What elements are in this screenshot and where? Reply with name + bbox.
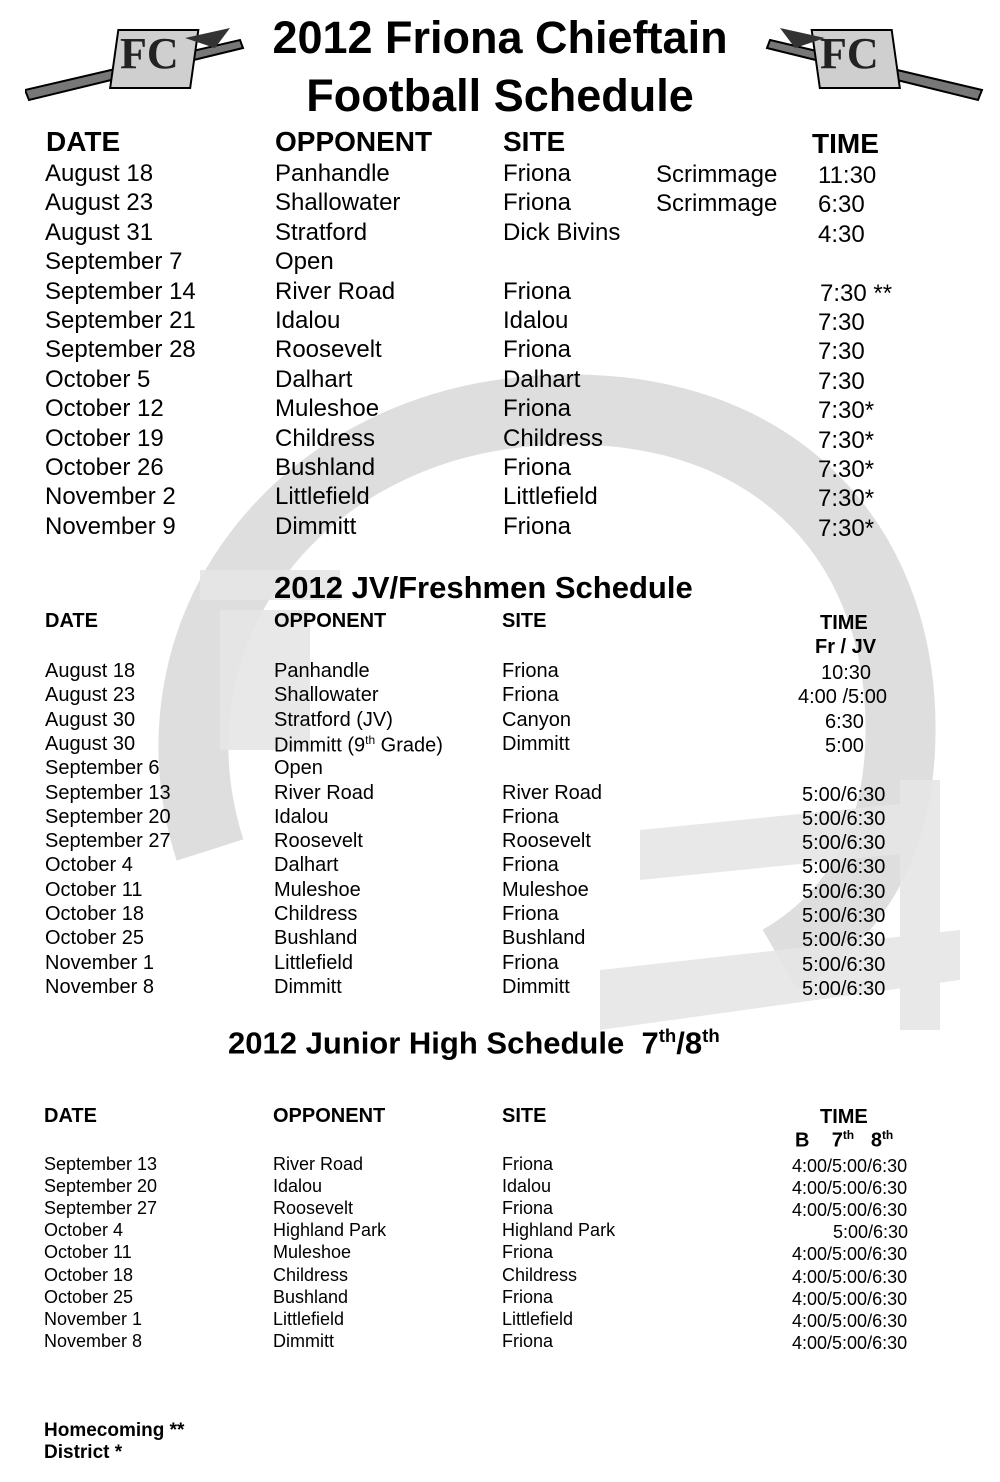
jh-row-date: September 27	[44, 1198, 158, 1218]
junior-high-title	[228, 1025, 720, 1061]
junior-high-title-text: 2012 Junior High Schedule	[228, 1025, 625, 1061]
jv-row-date: September 20	[45, 806, 171, 828]
jv-row-site: Canyon	[502, 709, 571, 731]
jh-row-site: Idalou	[502, 1176, 552, 1196]
jv-row-site: Friona	[502, 806, 559, 828]
varsity-row-time: 7:30*	[818, 397, 875, 424]
varsity-row-time: 6:30	[818, 191, 865, 218]
varsity-row-opponent: Dalhart	[275, 366, 353, 393]
jv-row-time: 5:00/6:30	[802, 856, 886, 878]
jv-row-opponent: Bushland	[274, 927, 358, 949]
jv-row-time: 4:00 /5:00	[798, 686, 887, 708]
jv-header-time: TIME	[820, 612, 868, 634]
varsity-row-time: 7:30	[818, 309, 865, 336]
varsity-row-opponent: Dimmitt	[275, 513, 357, 540]
varsity-row-opponent: River Road	[275, 278, 396, 305]
varsity-row-site: Idalou	[503, 307, 569, 334]
varsity-row-date: November 2	[45, 483, 176, 510]
jv-row-site: Friona	[502, 660, 559, 682]
jv-header-date: DATE	[45, 610, 98, 632]
varsity-row-date: September 14	[45, 278, 196, 305]
varsity-row-time: 11:30	[818, 162, 877, 189]
jv-row-opponent: Panhandle	[274, 660, 370, 682]
jh-header-time-sub-7-suffix: th	[842, 1128, 855, 1142]
jv-row-date: August 18	[45, 660, 136, 682]
jv-row-date: September 13	[45, 782, 171, 804]
fc-logo-right-text: FC	[820, 29, 879, 78]
varsity-row-time: 7:30*	[818, 456, 875, 483]
jh-row-opponent: Bushland	[273, 1287, 349, 1307]
jh-header-date: DATE	[44, 1105, 97, 1127]
varsity-row-time: 7:30*	[818, 485, 875, 512]
jv-row-date: August 23	[45, 684, 136, 706]
varsity-row-date: October 5	[45, 366, 151, 393]
jh-row-site: Friona	[502, 1198, 554, 1218]
varsity-row-note: Scrimmage	[656, 190, 778, 217]
varsity-row-site: Littlefield	[503, 483, 598, 510]
jv-row-site: Dimmitt	[502, 976, 570, 998]
junior-high-grade-8: 8	[684, 1025, 703, 1061]
varsity-row-opponent: Roosevelt	[275, 336, 382, 363]
jh-header-time-sub-7: 7	[831, 1129, 843, 1152]
jv-row-time: 5:00/6:30	[802, 905, 886, 927]
varsity-row-site: Friona	[503, 395, 572, 422]
jv-row-opponent-base: Dimmitt (9	[274, 734, 366, 757]
jv-row-site: Friona	[502, 952, 559, 974]
jh-row-time: 5:00/6:30	[833, 1222, 909, 1242]
jv-row-date: August 30	[45, 709, 136, 731]
jv-row-site: Friona	[502, 854, 559, 876]
jv-header-site: SITE	[502, 610, 547, 632]
jv-row-opponent	[274, 733, 443, 758]
varsity-row-date: August 23	[45, 189, 154, 216]
varsity-row-time: 7:30	[818, 338, 865, 365]
jh-row-site: Friona	[502, 1331, 554, 1351]
jv-row-date: October 11	[45, 879, 143, 901]
jh-row-time: 4:00/5:00/6:30	[792, 1244, 908, 1264]
varsity-row-time: 4:30	[818, 221, 865, 248]
varsity-row-time: 7:30*	[818, 515, 875, 542]
varsity-header-time: TIME	[812, 128, 879, 159]
varsity-row-opponent: Open	[275, 248, 334, 275]
jh-header-time-sub	[795, 1128, 893, 1153]
varsity-row-opponent: Childress	[275, 425, 376, 452]
junior-high-grade-8-suffix: th	[702, 1025, 720, 1046]
jv-row-site: Bushland	[502, 927, 586, 949]
varsity-row-date: October 26	[45, 454, 164, 481]
jh-header-time: TIME	[820, 1106, 868, 1128]
jv-row-date: October 18	[45, 903, 144, 925]
varsity-row-date: November 9	[45, 513, 176, 540]
jh-header-opponent: OPPONENT	[273, 1105, 386, 1127]
jh-row-date: September 13	[44, 1154, 158, 1174]
jv-row-site: Roosevelt	[502, 830, 591, 852]
jv-header-time-sub: Fr / JV	[815, 636, 877, 658]
jv-row-site: Friona	[502, 684, 559, 706]
jv-row-time: 5:00	[825, 735, 864, 757]
jh-row-date: October 11	[44, 1242, 132, 1262]
jv-row-opponent: Dalhart	[274, 854, 339, 876]
varsity-row-date: September 28	[45, 336, 196, 363]
varsity-row-time: 7:30	[818, 368, 865, 395]
jv-row-opponent: Dimmitt	[274, 976, 342, 998]
jv-row-time: 5:00/6:30	[802, 954, 886, 976]
jh-row-opponent: Muleshoe	[273, 1242, 352, 1262]
varsity-row-date: August 31	[45, 219, 154, 246]
jh-row-opponent: Childress	[273, 1265, 349, 1285]
varsity-row-opponent: Bushland	[275, 454, 376, 481]
jh-row-time: 4:00/5:00/6:30	[792, 1200, 908, 1220]
jv-row-time: 5:00/6:30	[802, 784, 886, 806]
jh-row-time: 4:00/5:00/6:30	[792, 1311, 908, 1331]
jv-row-opponent: Stratford (JV)	[274, 709, 393, 731]
jh-row-time: 4:00/5:00/6:30	[792, 1178, 908, 1198]
varsity-header-date: DATE	[46, 126, 121, 157]
jv-row-date: October 4	[45, 854, 133, 876]
jv-row-date: September 27	[45, 830, 171, 852]
varsity-row-date: October 19	[45, 425, 164, 452]
legend-homecoming: Homecoming **	[44, 1420, 185, 1441]
varsity-title-line2: Football Schedule	[306, 70, 694, 121]
varsity-header-site: SITE	[503, 126, 566, 157]
jv-row-opponent: Childress	[274, 903, 358, 925]
jh-row-opponent: Dimmitt	[273, 1331, 334, 1351]
junior-high-grade-7-suffix: th	[658, 1025, 677, 1046]
jh-row-time: 4:00/5:00/6:30	[792, 1267, 908, 1287]
varsity-row-site: Childress	[503, 425, 604, 452]
jh-row-time: 4:00/5:00/6:30	[792, 1333, 908, 1353]
varsity-row-time: 7:30 **	[820, 280, 893, 307]
jv-row-opponent: Shallowater	[274, 684, 379, 706]
jv-row-date: October 25	[45, 927, 144, 949]
jh-row-site: Highland Park	[502, 1220, 616, 1240]
jh-row-date: November 1	[44, 1309, 143, 1329]
jv-row-time: 6:30	[825, 711, 864, 733]
jh-header-time-sub-8-suffix: th	[881, 1128, 894, 1142]
varsity-row-date: October 12	[45, 395, 164, 422]
varsity-row-opponent: Muleshoe	[275, 395, 380, 422]
jv-row-opponent: Open	[274, 757, 323, 779]
jv-row-time: 10:30	[821, 662, 872, 684]
varsity-row-opponent: Littlefield	[275, 483, 370, 510]
jv-title: 2012 JV/Freshmen Schedule	[274, 570, 693, 605]
jh-row-opponent: Highland Park	[273, 1220, 387, 1240]
jh-row-time: 4:00/5:00/6:30	[792, 1156, 908, 1176]
jh-row-time: 4:00/5:00/6:30	[792, 1289, 908, 1309]
varsity-row-date: September 7	[45, 248, 183, 275]
jh-header-time-sub-8: 8	[870, 1129, 882, 1152]
jv-row-time: 5:00/6:30	[802, 978, 886, 1000]
jh-row-opponent: River Road	[273, 1154, 364, 1174]
jv-row-date: August 30	[45, 733, 136, 755]
jv-row-site: Dimmitt	[502, 733, 570, 755]
jv-header-opponent: OPPONENT	[274, 610, 387, 632]
varsity-row-opponent: Stratford	[275, 219, 368, 246]
jh-row-opponent: Idalou	[273, 1176, 323, 1196]
legend-district: District *	[44, 1442, 123, 1463]
jv-row-opponent: Littlefield	[274, 952, 353, 974]
varsity-header-opponent: OPPONENT	[275, 126, 433, 157]
jv-row-opponent: River Road	[274, 782, 375, 804]
varsity-row-site: Friona	[503, 160, 572, 187]
junior-high-grade-7: 7	[641, 1025, 659, 1061]
varsity-row-site: Friona	[503, 336, 572, 363]
varsity-row-site: Dick Bivins	[503, 219, 621, 246]
jv-row-date: November 1	[45, 952, 154, 974]
varsity-row-opponent: Idalou	[275, 307, 341, 334]
varsity-row-opponent: Shallowater	[275, 189, 401, 216]
jv-row-time: 5:00/6:30	[802, 832, 886, 854]
varsity-title-line1: 2012 Friona Chieftain	[272, 12, 728, 63]
jh-row-site: Friona	[502, 1287, 554, 1307]
jv-row-opponent: Muleshoe	[274, 879, 361, 901]
jv-row-opponent: Roosevelt	[274, 830, 363, 852]
jv-row-site: Muleshoe	[502, 879, 589, 901]
jv-row-opponent-after: Grade)	[375, 734, 443, 757]
varsity-row-time: 7:30*	[818, 427, 875, 454]
jh-row-site: Childress	[502, 1265, 578, 1285]
varsity-row-date: August 18	[45, 160, 154, 187]
varsity-row-site: Dalhart	[503, 366, 581, 393]
jh-header-time-sub-b: B	[795, 1129, 810, 1152]
varsity-row-note: Scrimmage	[656, 161, 778, 188]
varsity-row-site: Friona	[503, 278, 572, 305]
jh-row-date: September 20	[44, 1176, 158, 1196]
jv-row-site: River Road	[502, 782, 603, 804]
varsity-row-date: September 21	[45, 307, 196, 334]
fc-logo-left-text: FC	[120, 29, 179, 78]
jv-row-time: 5:00/6:30	[802, 808, 886, 830]
jh-row-site: Littlefield	[502, 1309, 574, 1329]
jh-row-site: Friona	[502, 1242, 554, 1262]
jh-row-opponent: Littlefield	[273, 1309, 345, 1329]
jh-row-site: Friona	[502, 1154, 554, 1174]
jv-row-date: November 8	[45, 976, 154, 998]
jh-row-opponent: Roosevelt	[273, 1198, 354, 1218]
varsity-row-site: Friona	[503, 454, 572, 481]
jh-row-date: October 18	[44, 1265, 134, 1285]
jv-row-time: 5:00/6:30	[802, 929, 886, 951]
varsity-row-site: Friona	[503, 189, 572, 216]
jh-header-site: SITE	[502, 1105, 547, 1127]
jv-row-site: Friona	[502, 903, 559, 925]
jv-row-time: 5:00/6:30	[802, 881, 886, 903]
jv-row-opponent: Idalou	[274, 806, 329, 828]
jh-row-date: October 4	[44, 1220, 124, 1240]
varsity-row-site: Friona	[503, 513, 572, 540]
varsity-row-opponent: Panhandle	[275, 160, 390, 187]
jh-row-date: October 25	[44, 1287, 134, 1307]
jh-row-date: November 8	[44, 1331, 143, 1351]
jv-row-date: September 6	[45, 757, 160, 779]
jv-row-opponent-suffix: th	[365, 733, 376, 747]
junior-high-grade-separator: /	[676, 1025, 685, 1061]
